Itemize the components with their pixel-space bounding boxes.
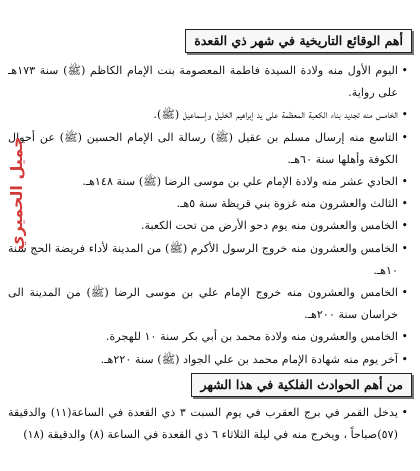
author-stamp: جميل الحميري — [7, 136, 26, 250]
astronomy-list — [8, 402, 408, 446]
list-item: • الخامس والعشرون منه خروج الإمام علي بن موسى الرضا (ﷺ) من المدينة الى خراسان سنة ٢٠٠هـ. — [8, 282, 408, 326]
list-item: • الخامس والعشرون منه خروج الرسول الأكرم (ﷺ) من المدينة لأداء فريضة الحج سنة ١٠هـ. — [8, 238, 408, 282]
list-item: • التاسع منه إرسال مسلم بن عقيل (ﷺ) رسالة الى الإمام الحسين (ﷺ) عن أحوال الكوفة وأهلها سنة ٦٠هـ. — [8, 127, 408, 171]
list-item: • آخر يوم منه شهادة الإمام محمد بن علي الجواد (ﷺ) سنة ٢٢٠هـ. — [8, 349, 408, 371]
list-item: • الثالث والعشرون منه غزوة بني قريظة سنة ٥هـ. — [8, 193, 408, 215]
section-heading-events: أهم الوقائع التاريخية في شهر ذي القعدة — [185, 29, 412, 53]
events-list — [8, 60, 408, 371]
list-item: • اليوم الأول منه ولادة السيدة فاطمة المعصومة بنت الإمام الكاظم (ﷺ) سنة ١٧٣هـ على رواية. — [8, 60, 408, 104]
section-heading-astronomy: من أهم الحوادث الفلكية في هذا الشهر — [191, 373, 412, 397]
list-item: • يدخل القمر في برج العقرب في يوم السبت ٣ ذي القعدة في الساعة(١١) والدقيقة (٥٧)صباحاً ، ويخرج منه في ليلة الثلاثاء ٦ ذي القعدة في الساعة (٨) والدقيقة (١٨) — [8, 402, 408, 446]
list-item: • الخامس والعشرون منه ولادة محمد بن أبي بكر سنة ١٠ للهجرة. — [8, 326, 408, 348]
list-item: • الخامس منه تجديد بناء الكعبة المعظمة على يد إبراهيم الخليل وإسماعيل (ﷺ). — [8, 104, 408, 126]
list-item: • الخامس والعشرون منه يوم دحو الأرض من تحت الكعبة. — [8, 215, 408, 237]
list-item: • الحادي عشر منه ولادة الإمام علي بن موسى الرضا (ﷺ) سنة ١٤٨هـ. — [8, 171, 408, 193]
